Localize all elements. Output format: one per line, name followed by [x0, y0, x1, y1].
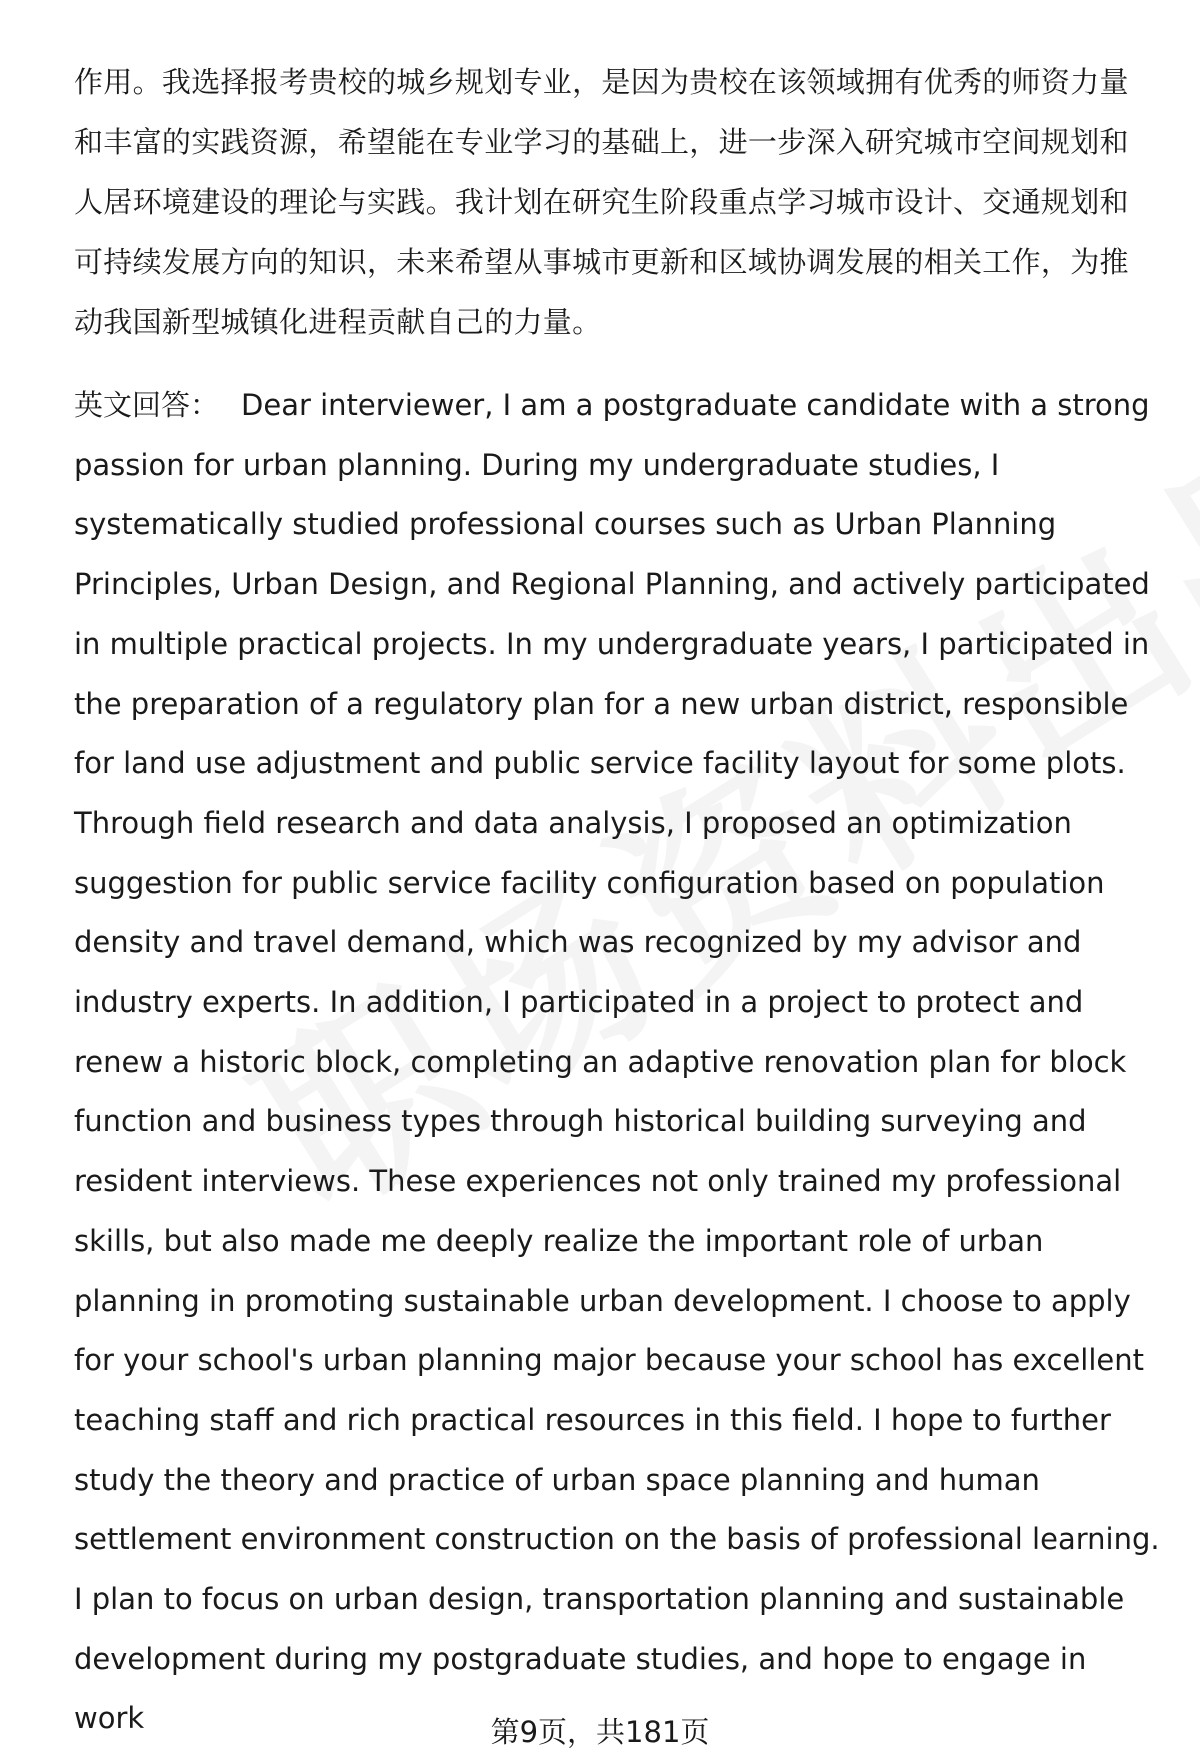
english-answer-text: Dear interviewer, I am a postgraduate candidate with a strong passion for urban planning. During my undergraduate studies, I systematically studied professional courses such as Urban Planning Principles, Urban Design, and Regional Planning, and actively participated in multiple practical projects. In my undergraduate years, I participated in the preparation of a regulatory plan for a new urban district, responsible for land use adjustment and public service facility layout for some plots. Through field research and data analysis, I proposed an optimization suggestion for public service facility configuration based on population density and travel demand, which was recognized by my advisor and industry experts. In addition, I participated in a project to protect and renew a historic block, completing an adaptive renovation plan for block function and business types through historical building surveying and resident interviews. These experiences not only trained my professional skills, but also made me deeply realize the important role of urban planning in promoting sustainable urban development. I choose to apply for your school's urban planning major because your school has excellent teaching staff and rich practical resources in this field. I hope to further study the theory and practice of urban space planning and human settlement environment construction on the basis of professional learning. I plan to focus on urban design, transportation planning and sustainable development during my postgraduate studies, and hope to engage in work — [74, 388, 1160, 1736]
english-answer-paragraph — [74, 376, 1164, 1749]
english-answer-label: 英文回答： — [74, 388, 220, 422]
chinese-answer-paragraph: 作用。我选择报考贵校的城乡规划专业，是因为贵校在该领域拥有优秀的师资力量和丰富的实践资源，希望能在专业学习的基础上，进一步深入研究城市空间规划和人居环境建设的理论与实践。我计划在研究生阶段重点学习城市设计、交通规划和可持续发展方向的知识，未来希望从事城市更新和区域协调发展的相关工作，为推动我国新型城镇化进程贡献自己的力量。 — [74, 65, 1129, 339]
page-number-footer: 第9页，共181页 — [490, 1715, 710, 1749]
